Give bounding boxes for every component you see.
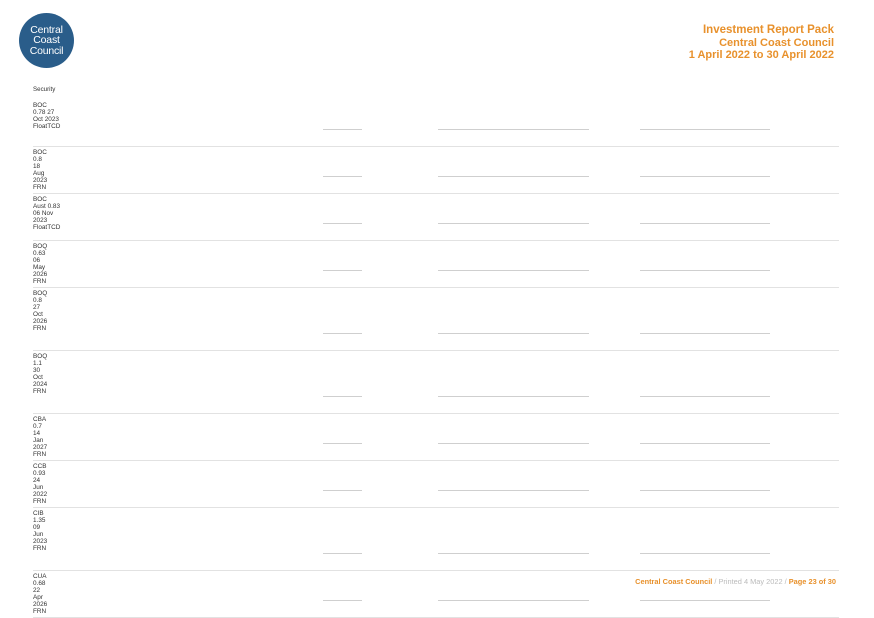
subtotal-divider bbox=[640, 553, 770, 554]
report-period: 1 April 2022 to 30 April 2022 bbox=[688, 49, 834, 62]
subtotal-divider bbox=[640, 270, 770, 271]
security-name: BOC 0.8 18 Aug 2023 FRN bbox=[33, 149, 48, 191]
subtotal-divider bbox=[323, 270, 362, 271]
section-divider bbox=[33, 507, 839, 508]
subtotal-divider bbox=[640, 176, 770, 177]
section-divider bbox=[33, 193, 839, 194]
subtotal-divider bbox=[438, 176, 589, 177]
footer-page-number: Page 23 of 30 bbox=[788, 577, 836, 586]
subtotal-divider bbox=[438, 490, 589, 491]
report-org: Central Coast Council bbox=[719, 36, 834, 49]
subtotal-divider bbox=[640, 443, 770, 444]
subtotal-divider bbox=[640, 223, 770, 224]
security-name: BOQ 1.1 30 Oct 2024 FRN bbox=[33, 353, 48, 395]
subtotal-divider bbox=[438, 396, 589, 397]
subtotal-divider bbox=[323, 176, 362, 177]
subtotal-divider bbox=[438, 270, 589, 271]
central-coast-council-logo bbox=[19, 13, 74, 68]
section-divider bbox=[33, 413, 839, 414]
section-divider bbox=[33, 287, 839, 288]
subtotal-divider bbox=[323, 490, 362, 491]
subtotal-divider bbox=[438, 600, 589, 601]
section-divider bbox=[33, 240, 839, 241]
subtotal-divider bbox=[640, 600, 770, 601]
subtotal-divider bbox=[323, 223, 362, 224]
report-header bbox=[689, 24, 834, 62]
subtotal-divider bbox=[640, 129, 770, 130]
subtotal-divider bbox=[438, 333, 589, 334]
subtotal-divider bbox=[438, 553, 589, 554]
report-title: Investment Report Pack bbox=[702, 24, 834, 36]
logo-line-2: Coast bbox=[33, 34, 60, 47]
subtotal-divider bbox=[640, 396, 770, 397]
subtotal-divider bbox=[640, 490, 770, 491]
subtotal-divider bbox=[323, 553, 362, 554]
subtotal-divider bbox=[323, 600, 362, 601]
page-footer bbox=[635, 577, 836, 586]
column-header-security: Security bbox=[33, 86, 56, 94]
security-name: CIB 1.35 09 Jun 2023 FRN bbox=[33, 510, 48, 552]
logo-line-1: Central bbox=[30, 23, 63, 36]
subtotal-divider bbox=[323, 129, 362, 130]
security-name: BOC Aust 0.83 06 Nov 2023 FloatTCD bbox=[33, 196, 61, 231]
logo-line-3: Council bbox=[29, 44, 64, 57]
subtotal-divider bbox=[323, 333, 362, 334]
security-name: CUA 0.68 22 Apr 2026 FRN bbox=[33, 573, 48, 615]
security-name: CBA 0.7 14 Jan 2027 FRN bbox=[33, 416, 48, 458]
subtotal-divider bbox=[438, 443, 589, 444]
security-name: BOC 0.78 27 Oct 2023 FloatTCD bbox=[33, 102, 61, 130]
section-divider bbox=[33, 570, 839, 571]
footer-org: Central Coast Council bbox=[635, 577, 713, 586]
section-divider bbox=[33, 146, 839, 147]
subtotal-divider bbox=[323, 396, 362, 397]
section-divider bbox=[33, 350, 839, 351]
section-divider bbox=[33, 460, 839, 461]
security-name: BOQ 0.8 27 Oct 2026 FRN bbox=[33, 290, 48, 332]
security-name: CCB 0.93 24 Jun 2022 FRN bbox=[33, 463, 48, 505]
subtotal-divider bbox=[323, 443, 362, 444]
security-name: BOQ 0.63 06 May 2026 FRN bbox=[33, 243, 48, 285]
footer-printed: / Printed 4 May 2022 / bbox=[712, 577, 789, 586]
subtotal-divider bbox=[640, 333, 770, 334]
subtotal-divider bbox=[438, 223, 589, 224]
subtotal-divider bbox=[438, 129, 589, 130]
